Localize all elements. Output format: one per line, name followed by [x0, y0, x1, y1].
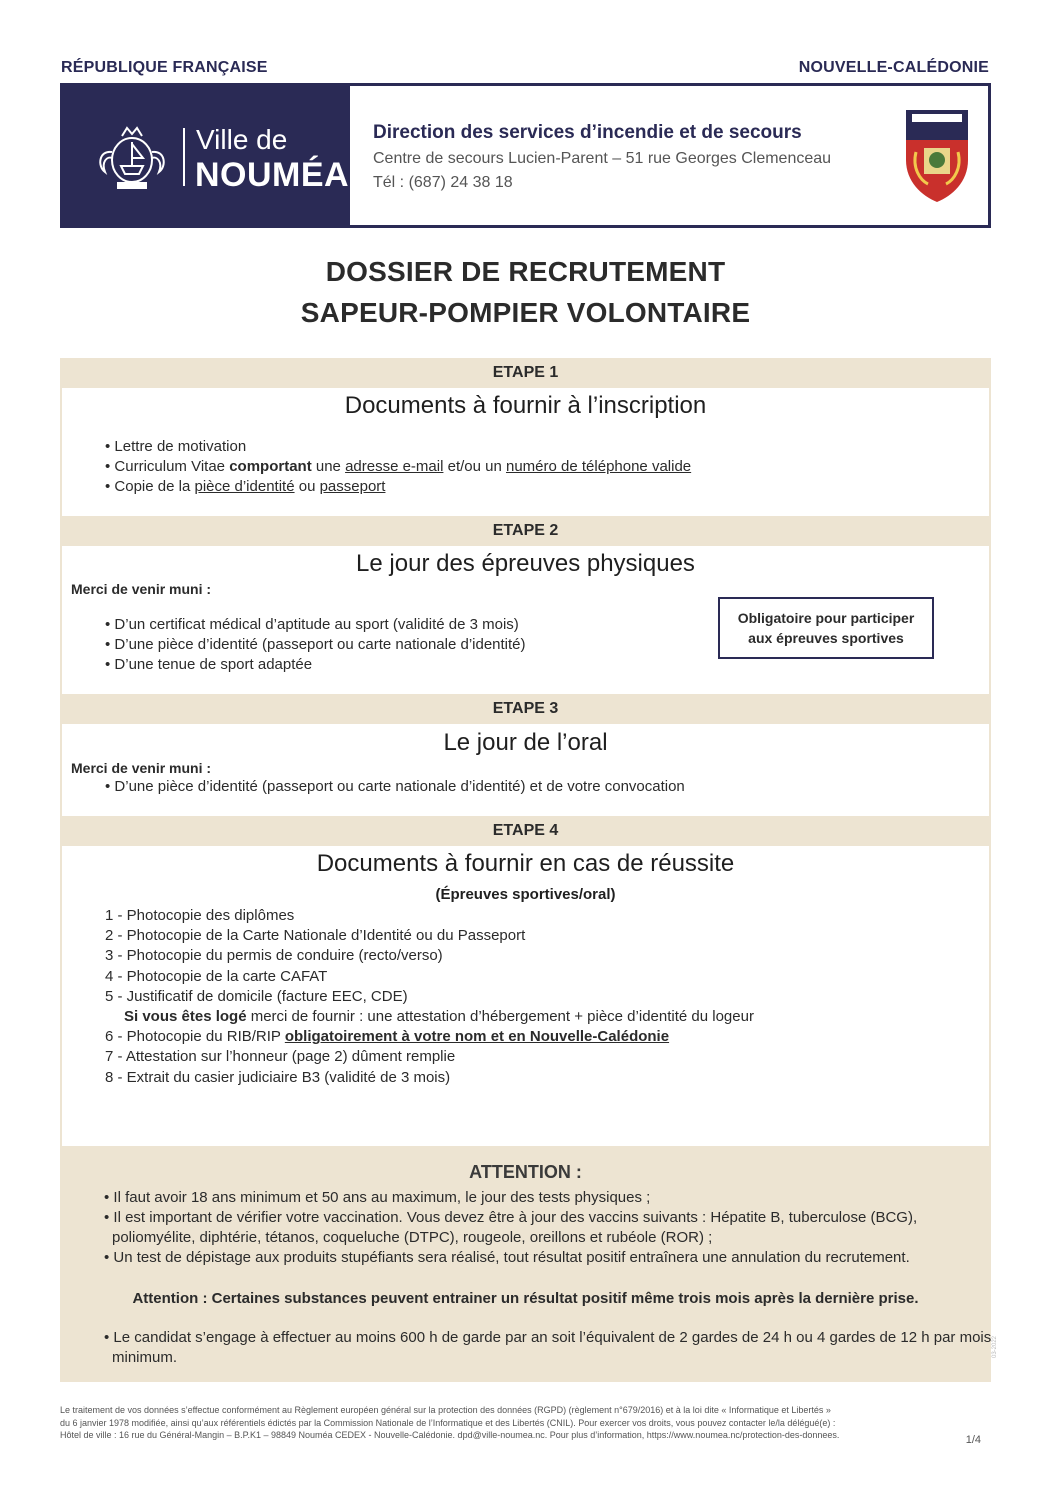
list-item: • Lettre de motivation: [105, 438, 247, 455]
list-item: 4 - Photocopie de la carte CAFAT: [105, 967, 328, 985]
logo-divider: [183, 128, 185, 186]
etape2-list: [105, 615, 526, 675]
fire-brigade-shield-icon: [902, 108, 972, 204]
obligatoire-line1: Obligatoire pour participer: [737, 610, 915, 626]
list-item: 1 - Photocopie des diplômes: [105, 907, 295, 924]
list-item: 3 - Photocopie du permis de conduire (recto/verso): [105, 947, 443, 965]
list-item: • Il est important de vérifier votre vaccination. Vous devez être à jour des vaccins suivants : Hépatite B, tuberculose (BCG), poliomyélite, diphtérie, tétanos, coqueluche (DTPC), rougeole, oreillons et rubéole (ROR) ;: [104, 1209, 918, 1246]
header-box: [60, 83, 991, 228]
footer-line1: Le traitement de vos données s’effectue conformément au Règlement européen général sur la protection des données (RGPD) (règlement n°679/2016) et à la loi dite « Informatique et Libertés »: [60, 1405, 831, 1415]
footer-line2: du 6 janvier 1978 modifiée, ainsi qu’aux référentiels édictés par la Commission Nationale de l’Informatique et des Libertés (CNIL). Pour exercer vos droits, vous pouvez contacter le/la délégué(e) :: [60, 1417, 836, 1428]
list-item: 5 - Justificatif de domicile (facture EEC, CDE): [105, 987, 408, 1005]
etape4-subtitle: (Épreuves sportives/oral): [435, 886, 616, 903]
list-item: • D’une pièce d’identité (passeport ou carte nationale d’identité): [105, 636, 526, 653]
etape3-band: ETAPE 3: [60, 694, 991, 724]
attention-title: ATTENTION :: [469, 1162, 582, 1182]
attention-list: [104, 1188, 984, 1268]
etape3-title: Le jour de l’oral: [443, 729, 608, 756]
etape3-list: [105, 777, 685, 797]
etape1-band: ETAPE 1: [60, 358, 991, 388]
logo-panel: [63, 86, 350, 225]
main-title-line1: DOSSIER DE RECRUTEMENT: [325, 256, 726, 287]
direction-title: Direction des services d’incendie et de secours: [373, 122, 802, 143]
main-title-line2: SAPEUR-POMPIER VOLONTAIRE: [300, 297, 751, 328]
attention-garde: • Le candidat s’engage à effectuer au moins 600 h de garde par an soit l’équivalent de 2 gardes de 24 h ou 4 gardes de 12 h par mois minimum.: [104, 1329, 992, 1366]
list-item: • D’une pièce d’identité (passeport ou carte nationale d’identité) et de votre convocation: [105, 778, 685, 795]
etape2-band: ETAPE 2: [60, 516, 991, 546]
list-item: • D’une tenue de sport adaptée: [105, 656, 313, 673]
obligatoire-box: [718, 597, 934, 659]
page-number: 1/4: [965, 1434, 981, 1446]
etape1-title: Documents à fournir à l’inscription: [344, 392, 707, 419]
list-item: 6 - Photocopie du RIB/RIP obligatoirement à votre nom et en Nouvelle-Calédonie: [105, 1028, 670, 1046]
etape1-list: [105, 437, 691, 497]
list-item: 7 - Attestation sur l’honneur (page 2) dûment remplie: [105, 1048, 456, 1066]
republique-label: RÉPUBLIQUE FRANÇAISE: [61, 59, 268, 76]
logo-noumea: NOUMÉA: [195, 156, 350, 194]
etape3-intro: Merci de venir muni :: [71, 760, 212, 776]
list-item: • Copie de la pièce d’identité ou passeport: [105, 478, 386, 495]
list-item: • Curriculum Vitae comportant une adresse e-mail et/ou un numéro de téléphone valide: [105, 458, 692, 475]
attention-note: Attention : Certaines substances peuvent entrainer un résultat positif même trois mois après la dernière prise.: [132, 1290, 919, 1307]
side-code: 03-2022: [992, 1335, 998, 1358]
list-item: • Un test de dépistage aux produits stupéfiants sera réalisé, tout résultat positif entraînera une annulation du recrutement.: [104, 1249, 910, 1266]
logo-ville-de: Ville de: [196, 124, 288, 155]
attention-box: [60, 1146, 991, 1382]
nouvelle-caledonie-label: NOUVELLE-CALÉDONIE: [798, 59, 989, 76]
etape2-intro: Merci de venir muni :: [71, 581, 212, 597]
direction-phone: Tél : (687) 24 38 18: [373, 174, 513, 191]
etape4-list: [105, 906, 754, 1088]
noumea-crest-icon: [91, 122, 173, 192]
list-item: 2 - Photocopie de la Carte Nationale d’Identité ou du Passeport: [105, 927, 526, 945]
obligatoire-line2: aux épreuves sportives: [748, 630, 904, 646]
direction-address: Centre de secours Lucien-Parent – 51 rue Georges Clemenceau: [373, 150, 832, 167]
footer-rgpd: [60, 1404, 940, 1442]
list-item: • Il faut avoir 18 ans minimum et 50 ans au maximum, le jour des tests physiques ;: [104, 1189, 651, 1206]
list-item: Si vous êtes logé merci de fournir : une attestation d’hébergement + pièce d’identité du logeur: [124, 1008, 754, 1026]
footer-line3: Hôtel de ville : 16 rue du Général-Mangin – B.P.K1 – 98849 Nouméa CEDEX - Nouvelle-Calédonie. dpd@ville-noumea.nc. Pour plus d’information, https://www.noumea.nc/protection-des-donnees.: [60, 1430, 840, 1440]
list-item: • D’un certificat médical d’aptitude au sport (validité de 3 mois): [105, 616, 519, 633]
list-item: 8 - Extrait du casier judiciaire B3 (validité de 3 mois): [105, 1068, 451, 1086]
etape4-band: ETAPE 4: [60, 816, 991, 846]
etape2-title: Le jour des épreuves physiques: [356, 550, 695, 577]
etape4-title: Documents à fournir en cas de réussite: [316, 850, 735, 877]
